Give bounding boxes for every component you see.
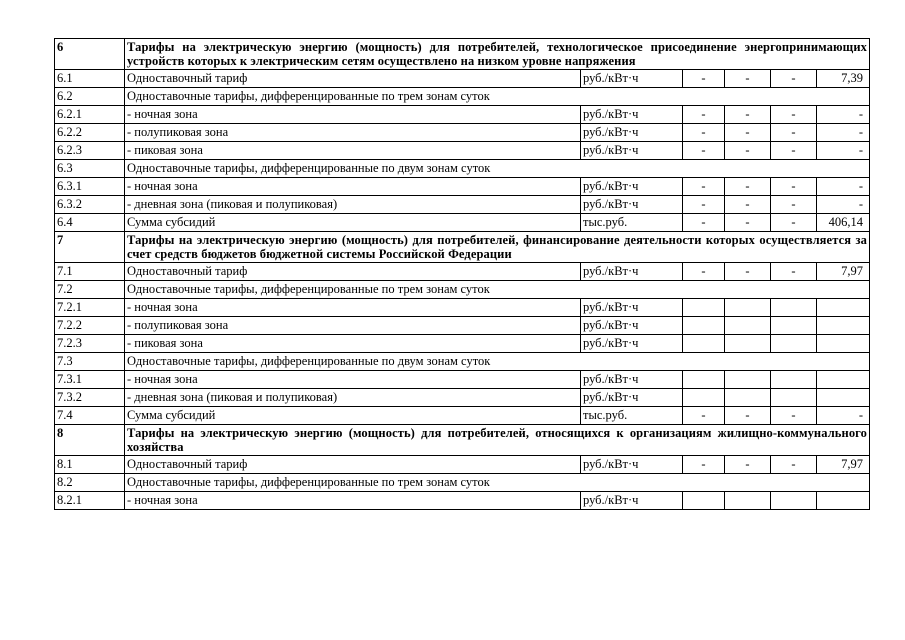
table-row [55,124,870,142]
value-cell-1: - [683,178,725,196]
value-cell-3 [771,371,817,389]
row-unit: тыс.руб. [581,407,683,425]
value-cell-2: - [725,70,771,88]
row-number: 7.2.3 [55,335,125,353]
section-number: 8 [55,425,125,456]
value-cell-3: - [771,456,817,474]
value-cell-2 [725,335,771,353]
row-unit: руб./кВт·ч [581,106,683,124]
value-cell-2: - [725,407,771,425]
value-cell-4: 7,97 [817,263,870,281]
value-cell-1: - [683,124,725,142]
table-row [55,317,870,335]
value-cell-4: 7,39 [817,70,870,88]
row-number: 7.4 [55,407,125,425]
value-cell-4 [817,317,870,335]
row-name: - ночная зона [125,106,581,124]
value-cell-4: - [817,407,870,425]
value-cell-3: - [771,178,817,196]
row-unit: руб./кВт·ч [581,389,683,407]
table-row [55,106,870,124]
value-cell-3: - [771,124,817,142]
section-number: 6 [55,39,125,70]
row-number: 6.3.1 [55,178,125,196]
value-cell-1: - [683,214,725,232]
table-row [55,299,870,317]
table-row [55,407,870,425]
value-cell-3: - [771,142,817,160]
value-cell-1: - [683,456,725,474]
row-unit: руб./кВт·ч [581,196,683,214]
value-cell-3 [771,335,817,353]
table-row [55,335,870,353]
value-cell-2: - [725,214,771,232]
table-row [55,178,870,196]
value-cell-4 [817,335,870,353]
value-cell-2: - [725,142,771,160]
value-cell-1 [683,335,725,353]
row-description: Одноставочные тарифы, дифференцированные по трем зонам суток [125,88,870,106]
value-cell-1: - [683,106,725,124]
row-name: Одноставочный тариф [125,456,581,474]
row-number: 6.2.3 [55,142,125,160]
table-row [55,263,870,281]
row-number: 7.2.2 [55,317,125,335]
value-cell-4 [817,389,870,407]
row-number: 7.1 [55,263,125,281]
row-number: 7.3 [55,353,125,371]
value-cell-3: - [771,196,817,214]
value-cell-2: - [725,456,771,474]
row-name: Сумма субсидий [125,407,581,425]
row-number: 8.2.1 [55,492,125,510]
value-cell-3 [771,389,817,407]
value-cell-1: - [683,407,725,425]
row-number: 7.3.1 [55,371,125,389]
row-name: - пиковая зона [125,335,581,353]
row-name: Сумма субсидий [125,214,581,232]
value-cell-2 [725,492,771,510]
row-name: - пиковая зона [125,142,581,160]
row-name: - ночная зона [125,299,581,317]
value-cell-4 [817,371,870,389]
row-description: Одноставочные тарифы, дифференцированные по трем зонам суток [125,281,870,299]
value-cell-1: - [683,70,725,88]
row-unit: руб./кВт·ч [581,492,683,510]
row-unit: руб./кВт·ч [581,335,683,353]
value-cell-1 [683,492,725,510]
table-row [55,492,870,510]
row-name: - ночная зона [125,178,581,196]
table-row [55,456,870,474]
table-row [55,160,870,178]
value-cell-1 [683,317,725,335]
row-number: 7.2 [55,281,125,299]
table-row [55,281,870,299]
value-cell-2 [725,317,771,335]
section-header-row [55,39,870,70]
tariff-table [54,38,870,510]
value-cell-2: - [725,196,771,214]
row-name: - дневная зона (пиковая и полупиковая) [125,389,581,407]
table-row [55,214,870,232]
section-header-row [55,232,870,263]
table-row [55,88,870,106]
row-description: Одноставочные тарифы, дифференцированные по двум зонам суток [125,353,870,371]
row-name: - ночная зона [125,371,581,389]
value-cell-1 [683,389,725,407]
value-cell-3 [771,492,817,510]
row-name: - полупиковая зона [125,317,581,335]
row-number: 6.3 [55,160,125,178]
value-cell-2 [725,299,771,317]
value-cell-2 [725,389,771,407]
section-title: Тарифы на электрическую энергию (мощность) для потребителей, относящихся к организациям жилищно-коммунального хозяйства [125,425,870,456]
row-unit: руб./кВт·ч [581,178,683,196]
value-cell-4: 7,97 [817,456,870,474]
value-cell-4 [817,492,870,510]
value-cell-2: - [725,106,771,124]
row-number: 7.2.1 [55,299,125,317]
row-unit: руб./кВт·ч [581,299,683,317]
row-name: - ночная зона [125,492,581,510]
value-cell-1: - [683,142,725,160]
value-cell-4: - [817,106,870,124]
value-cell-3: - [771,407,817,425]
table-row [55,196,870,214]
row-unit: руб./кВт·ч [581,371,683,389]
row-unit: руб./кВт·ч [581,456,683,474]
tariff-table-body [55,39,870,510]
value-cell-2 [725,371,771,389]
row-number: 8.1 [55,456,125,474]
row-unit: руб./кВт·ч [581,142,683,160]
row-unit: руб./кВт·ч [581,317,683,335]
value-cell-4: - [817,196,870,214]
value-cell-3 [771,317,817,335]
value-cell-4: - [817,178,870,196]
row-number: 6.3.2 [55,196,125,214]
value-cell-4: 406,14 [817,214,870,232]
value-cell-3: - [771,263,817,281]
section-title: Тарифы на электрическую энергию (мощность) для потребителей, технологическое присоединение энергопринимающих устройств которых к электрическим сетям осуществлено на низком уровне напряжения [125,39,870,70]
row-name: Одноставочный тариф [125,70,581,88]
row-unit: руб./кВт·ч [581,263,683,281]
table-row [55,371,870,389]
row-number: 6.1 [55,70,125,88]
value-cell-1 [683,299,725,317]
value-cell-4: - [817,142,870,160]
row-description: Одноставочные тарифы, дифференцированные по трем зонам суток [125,474,870,492]
row-number: 6.2.2 [55,124,125,142]
value-cell-1: - [683,263,725,281]
row-unit: тыс.руб. [581,214,683,232]
row-number: 6.2.1 [55,106,125,124]
table-row [55,353,870,371]
row-number: 8.2 [55,474,125,492]
value-cell-2: - [725,263,771,281]
section-header-row [55,425,870,456]
row-number: 7.3.2 [55,389,125,407]
row-name: Одноставочный тариф [125,263,581,281]
row-number: 6.4 [55,214,125,232]
table-row [55,389,870,407]
section-title: Тарифы на электрическую энергию (мощность) для потребителей, финансирование деятельности которых осуществляется за счет средств бюджетов бюджетной системы Российской Федерации [125,232,870,263]
value-cell-1 [683,371,725,389]
table-row [55,70,870,88]
table-row [55,474,870,492]
value-cell-3 [771,299,817,317]
value-cell-3: - [771,106,817,124]
row-name: - дневная зона (пиковая и полупиковая) [125,196,581,214]
row-unit: руб./кВт·ч [581,124,683,142]
table-row [55,142,870,160]
value-cell-2: - [725,124,771,142]
section-number: 7 [55,232,125,263]
value-cell-4 [817,299,870,317]
value-cell-3: - [771,70,817,88]
row-description: Одноставочные тарифы, дифференцированные по двум зонам суток [125,160,870,178]
row-name: - полупиковая зона [125,124,581,142]
value-cell-2: - [725,178,771,196]
value-cell-3: - [771,214,817,232]
value-cell-4: - [817,124,870,142]
row-unit: руб./кВт·ч [581,70,683,88]
row-number: 6.2 [55,88,125,106]
value-cell-1: - [683,196,725,214]
